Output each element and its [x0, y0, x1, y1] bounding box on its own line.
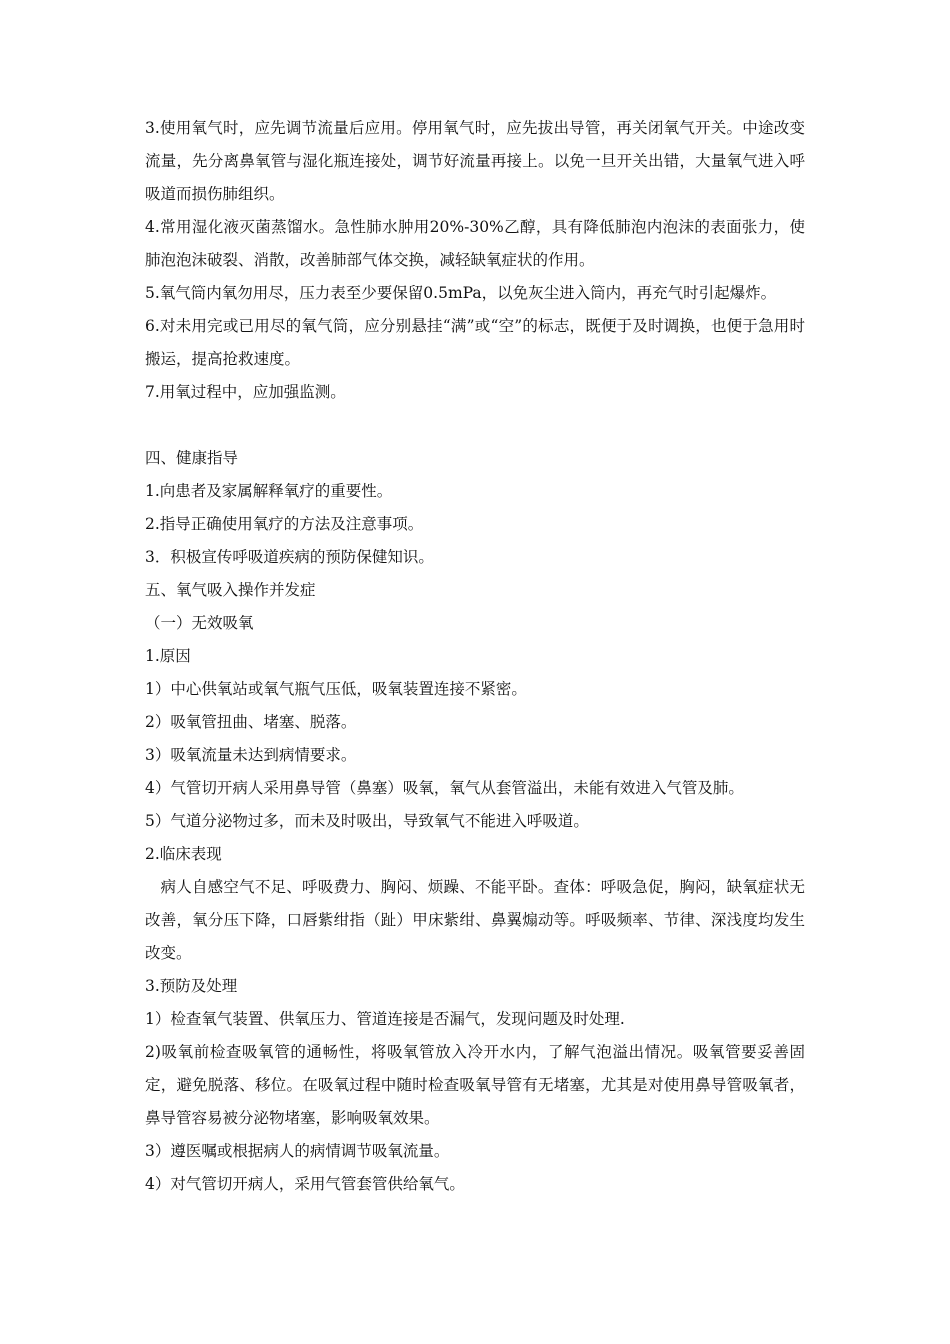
note-6-cylinder-label: 6.对未用完或已用尽的氧气筒，应分别悬挂“满”或“空”的标志，既便于及时调换，也便于急用时搬运，提高抢救速度。	[145, 317, 805, 368]
prevention-item-3: 3）遵医嘱或根据病人的病情调节吸氧流量。	[145, 1142, 450, 1160]
heading-causes: 1.原因	[145, 647, 191, 665]
cause-item-1: 1）中心供氧站或氧气瓶气压低，吸氧装置连接不紧密。	[145, 680, 527, 698]
note-4-humidifier-liquid: 4.常用湿化液灭菌蒸馏水。急性肺水肿用20%-30%乙醇，具有降低肺泡内泡沫的表面张力，使肺泡泡沫破裂、消散，改善肺部气体交换，减轻缺氧症状的作用。	[145, 218, 805, 269]
guidance-item-1: 1.向患者及家属解释氧疗的重要性。	[145, 482, 393, 500]
cause-item-3: 3）吸氧流量未达到病情要求。	[145, 746, 357, 764]
note-3-oxygen-usage: 3.使用氧气时，应先调节流量后应用。停用氧气时，应先拔出导管，再关闭氧气开关。中途改变流量，先分离鼻氧管与湿化瓶连接处，调节好流量再接上。以免一旦开关出错，大量氧气进入呼吸道而损伤肺组织。	[145, 119, 805, 203]
clinical-manifestation-text: 病人自感空气不足、呼吸费力、胸闷、烦躁、不能平卧。查体：呼吸急促，胸闷，缺氧症状无改善，氧分压下降，口唇紫绀指（趾）甲床紫绀、鼻翼煽动等。呼吸频率、节律、深浅度均发生改变。	[145, 878, 805, 962]
note-5-cylinder-pressure: 5.氧气筒内氧勿用尽，压力表至少要保留0.5mPa，以免灰尘进入筒内，再充气时引起爆炸。	[145, 284, 777, 302]
heading-prevention-treatment: 3.预防及处理	[145, 977, 238, 995]
cause-item-5: 5）气道分泌物过多，而未及时吸出，导致氧气不能进入呼吸道。	[145, 812, 589, 830]
document-body	[145, 112, 805, 1201]
section-heading-health-guidance: 四、健康指导	[145, 449, 239, 467]
heading-clinical-manifestation: 2.临床表现	[145, 845, 222, 863]
subsection-heading-ineffective-oxygen: （一）无效吸氧	[145, 614, 254, 632]
prevention-item-2: 2)吸氧前检查吸氧管的通畅性，将吸氧管放入冷开水内，了解气泡溢出情况。吸氧管要妥善固定，避免脱落、移位。在吸氧过程中随时检查吸氧导管有无堵塞，尤其是对使用鼻导管吸氧者，鼻导管容易被分泌物堵塞，影响吸氧效果。	[145, 1043, 805, 1127]
section-gap	[145, 409, 805, 442]
prevention-item-4: 4）对气管切开病人，采用气管套管供给氧气。	[145, 1175, 465, 1193]
section-heading-complications: 五、氧气吸入操作并发症	[145, 581, 316, 599]
cause-item-2: 2）吸氧管扭曲、堵塞、脱落。	[145, 713, 357, 731]
note-7-monitoring: 7.用氧过程中，应加强监测。	[145, 383, 346, 401]
guidance-item-2: 2.指导正确使用氧疗的方法及注意事项。	[145, 515, 424, 533]
cause-item-4: 4）气管切开病人采用鼻导管（鼻塞）吸氧，氧气从套管溢出，未能有效进入气管及肺。	[145, 779, 744, 797]
prevention-item-1: 1）检查氧气装置、供氧压力、管道连接是否漏气，发现问题及时处理.	[145, 1010, 625, 1028]
guidance-item-3: 3．积极宣传呼吸道疾病的预防保健知识。	[145, 548, 434, 566]
